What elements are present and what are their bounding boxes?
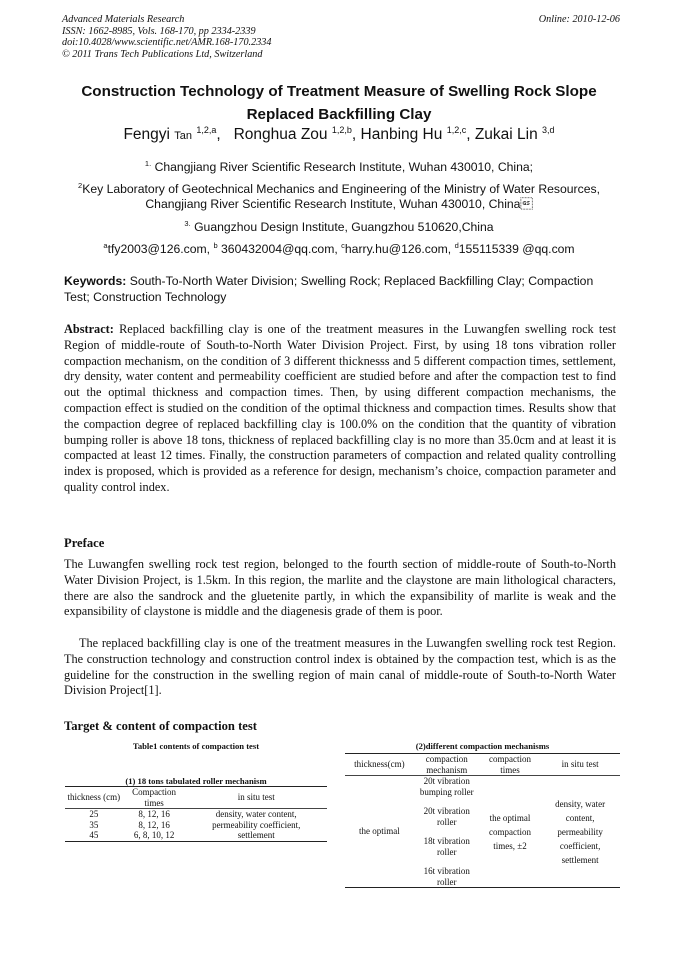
table-row: 45 6, 8, 10, 12 settlement [65,830,327,841]
mechanism-item: 20t vibration bumping roller [419,776,474,797]
table-2-times: the optimal compaction times, ±2 [489,812,531,851]
email-list: $^a$tfy2003@126.com, $^b$ 360432004@qq.com, $^c$harry.hu@126.com, $^d$155115339 @qq.com [103,241,575,257]
keywords-label: Keywords: [64,274,127,288]
preface-paragraph-1: The Luwangfen swelling rock test region, belonged to the fourth section of middle-route of South-to-North Water Division Project, is 1.5km. In this region, the marlite and the claystone are main lithological characters, there are also the sandrock and the gluetenite partly, in which the expansibility of marlite is weak and the expansibility of claystone is middle and the diagenesis grade of them is poor. [64,557,616,619]
online-date: Online: 2010-12-06 [538,14,620,25]
table-2-thickness: the optimal [359,826,400,837]
table-1-header-insitu: in situ test [237,792,275,803]
table-2-header-insitu: in situ test [561,759,599,770]
author-2: Ronghua Zou $^{1,2,b}$, [233,125,357,144]
title-line-1: Construction Technology of Treatment Measure of Swelling Rock Slope [81,83,597,100]
mechanism-item: 16t vibration roller [423,866,470,887]
preface-paragraph-2: The replaced backfilling clay is one of the treatment measures in the Luwangfen swelling rock test Region. The construction technology and construction control index is obtained by the compaction test, which is as the guideline for the construction in the swelling region of main canal of middle-route of South-to-North Water Division Project[1]. [64,636,616,698]
issn-line: ISSN: 1662-8985, Vols. 168-170, pp 2334-2339 [62,25,256,37]
doi-line: doi:10.4028/www.scientific.net/AMR.168-170.2334 [62,37,272,48]
target-heading: Target & content of compaction test [64,719,257,733]
affiliation-1: $^{1.}$ Changjiang River Scientific Research Institute, Wuhan 430010, China; [144,159,534,175]
table-2-insitu: density, water content, permeability coefficient, settlement [555,798,606,865]
abstract-text: Replaced backfilling clay is one of the treatment measures in the Luwangfen swelling rock test Region of middle-route of South-to-North Water Division Project. First, by using 18 tons vibration roller compaction mechanism, on the condition of 3 different thicknesss and 5 different compaction times, settlement, dry density, water content and permeability coefficient are studied before and after the compaction test to find out the optimal thickness and compaction times. Then, by using different compaction mechanisms, the compaction effect is studied on the condition of the optimal thickness and compaction times. Results show that the compaction degree of replaced backfilling clay is 100.0% on the condition that the quantity of vibration bumping roller is above 18 tons, thickness of replaced backfilling clay is no more than 35.0cm and at least it is compacted at least 12 times. Finally, the construction parameters of compaction and related quality controlling index is proposed, which is provided as a reference for design, mechanism’s choice, compaction parameter and quality control index. [64,322,616,494]
table-2-header-thickness: thickness(cm) [354,759,405,770]
table-1-grid [65,786,327,842]
table-row [345,776,620,888]
table-row: 25 8, 12, 16 density, water content, [89,809,297,819]
mechanism-item: 20t vibration roller [423,806,470,827]
abstract-label: Abstract: [64,322,114,336]
table-2-caption: (2)different compaction mechanisms [415,741,550,751]
table-1-subcaption: (1) 18 tons tabulated roller mechanism [125,776,267,786]
journal-name: Advanced Materials Research [62,14,185,25]
author-1: Fengyi Tan $^{1,2,a}$, [123,125,221,144]
table-2-grid [345,753,620,888]
table-2-header-times: compaction times [489,754,531,775]
paper-title [40,80,638,126]
affiliation-3: $^{3.}$ Guangzhou Design Institute, Guangzhou 510620,China [184,219,494,235]
preface-heading: Preface [64,536,105,550]
table-row: 35 8, 12, 16 permeability coefficient, [89,819,301,830]
affiliation-2: $^2$Key Laboratory of Geotechnical Mechanics and Engineering of the Ministry of Water Resources, Changjiang River Scientific Research Institute, Wuhan 430010, China [78,181,600,212]
table-1-header-times: Compaction times [132,787,177,808]
copyright-line: © 2011 Trans Tech Publications Ltd, Switzerland [62,48,263,60]
table-2-mechanisms [414,776,480,888]
table-2 [345,741,620,888]
title-line-2: Replaced Backfilling Clay [246,106,432,123]
journal-header [62,14,620,60]
table-1 [65,741,327,842]
keywords-text: South-To-North Water Division; Swelling Rock; Replaced Backfilling Clay; Compaction Test; Construction Technology [64,274,594,304]
table-2-header-mechanism: compaction mechanism [425,754,468,775]
author-3: Hanbing Hu $^{1,2,c}$, [360,125,471,144]
table-1-caption: Table1 contents of compaction test [132,741,260,751]
abstract [64,322,616,496]
author-list [0,125,678,144]
keywords [64,274,616,305]
author-4: Zukai Lin $^{3,d}$ [474,125,555,144]
table-1-header-thickness: thickness (cm) [67,792,121,803]
mechanism-item: 18t vibration roller [423,836,470,857]
